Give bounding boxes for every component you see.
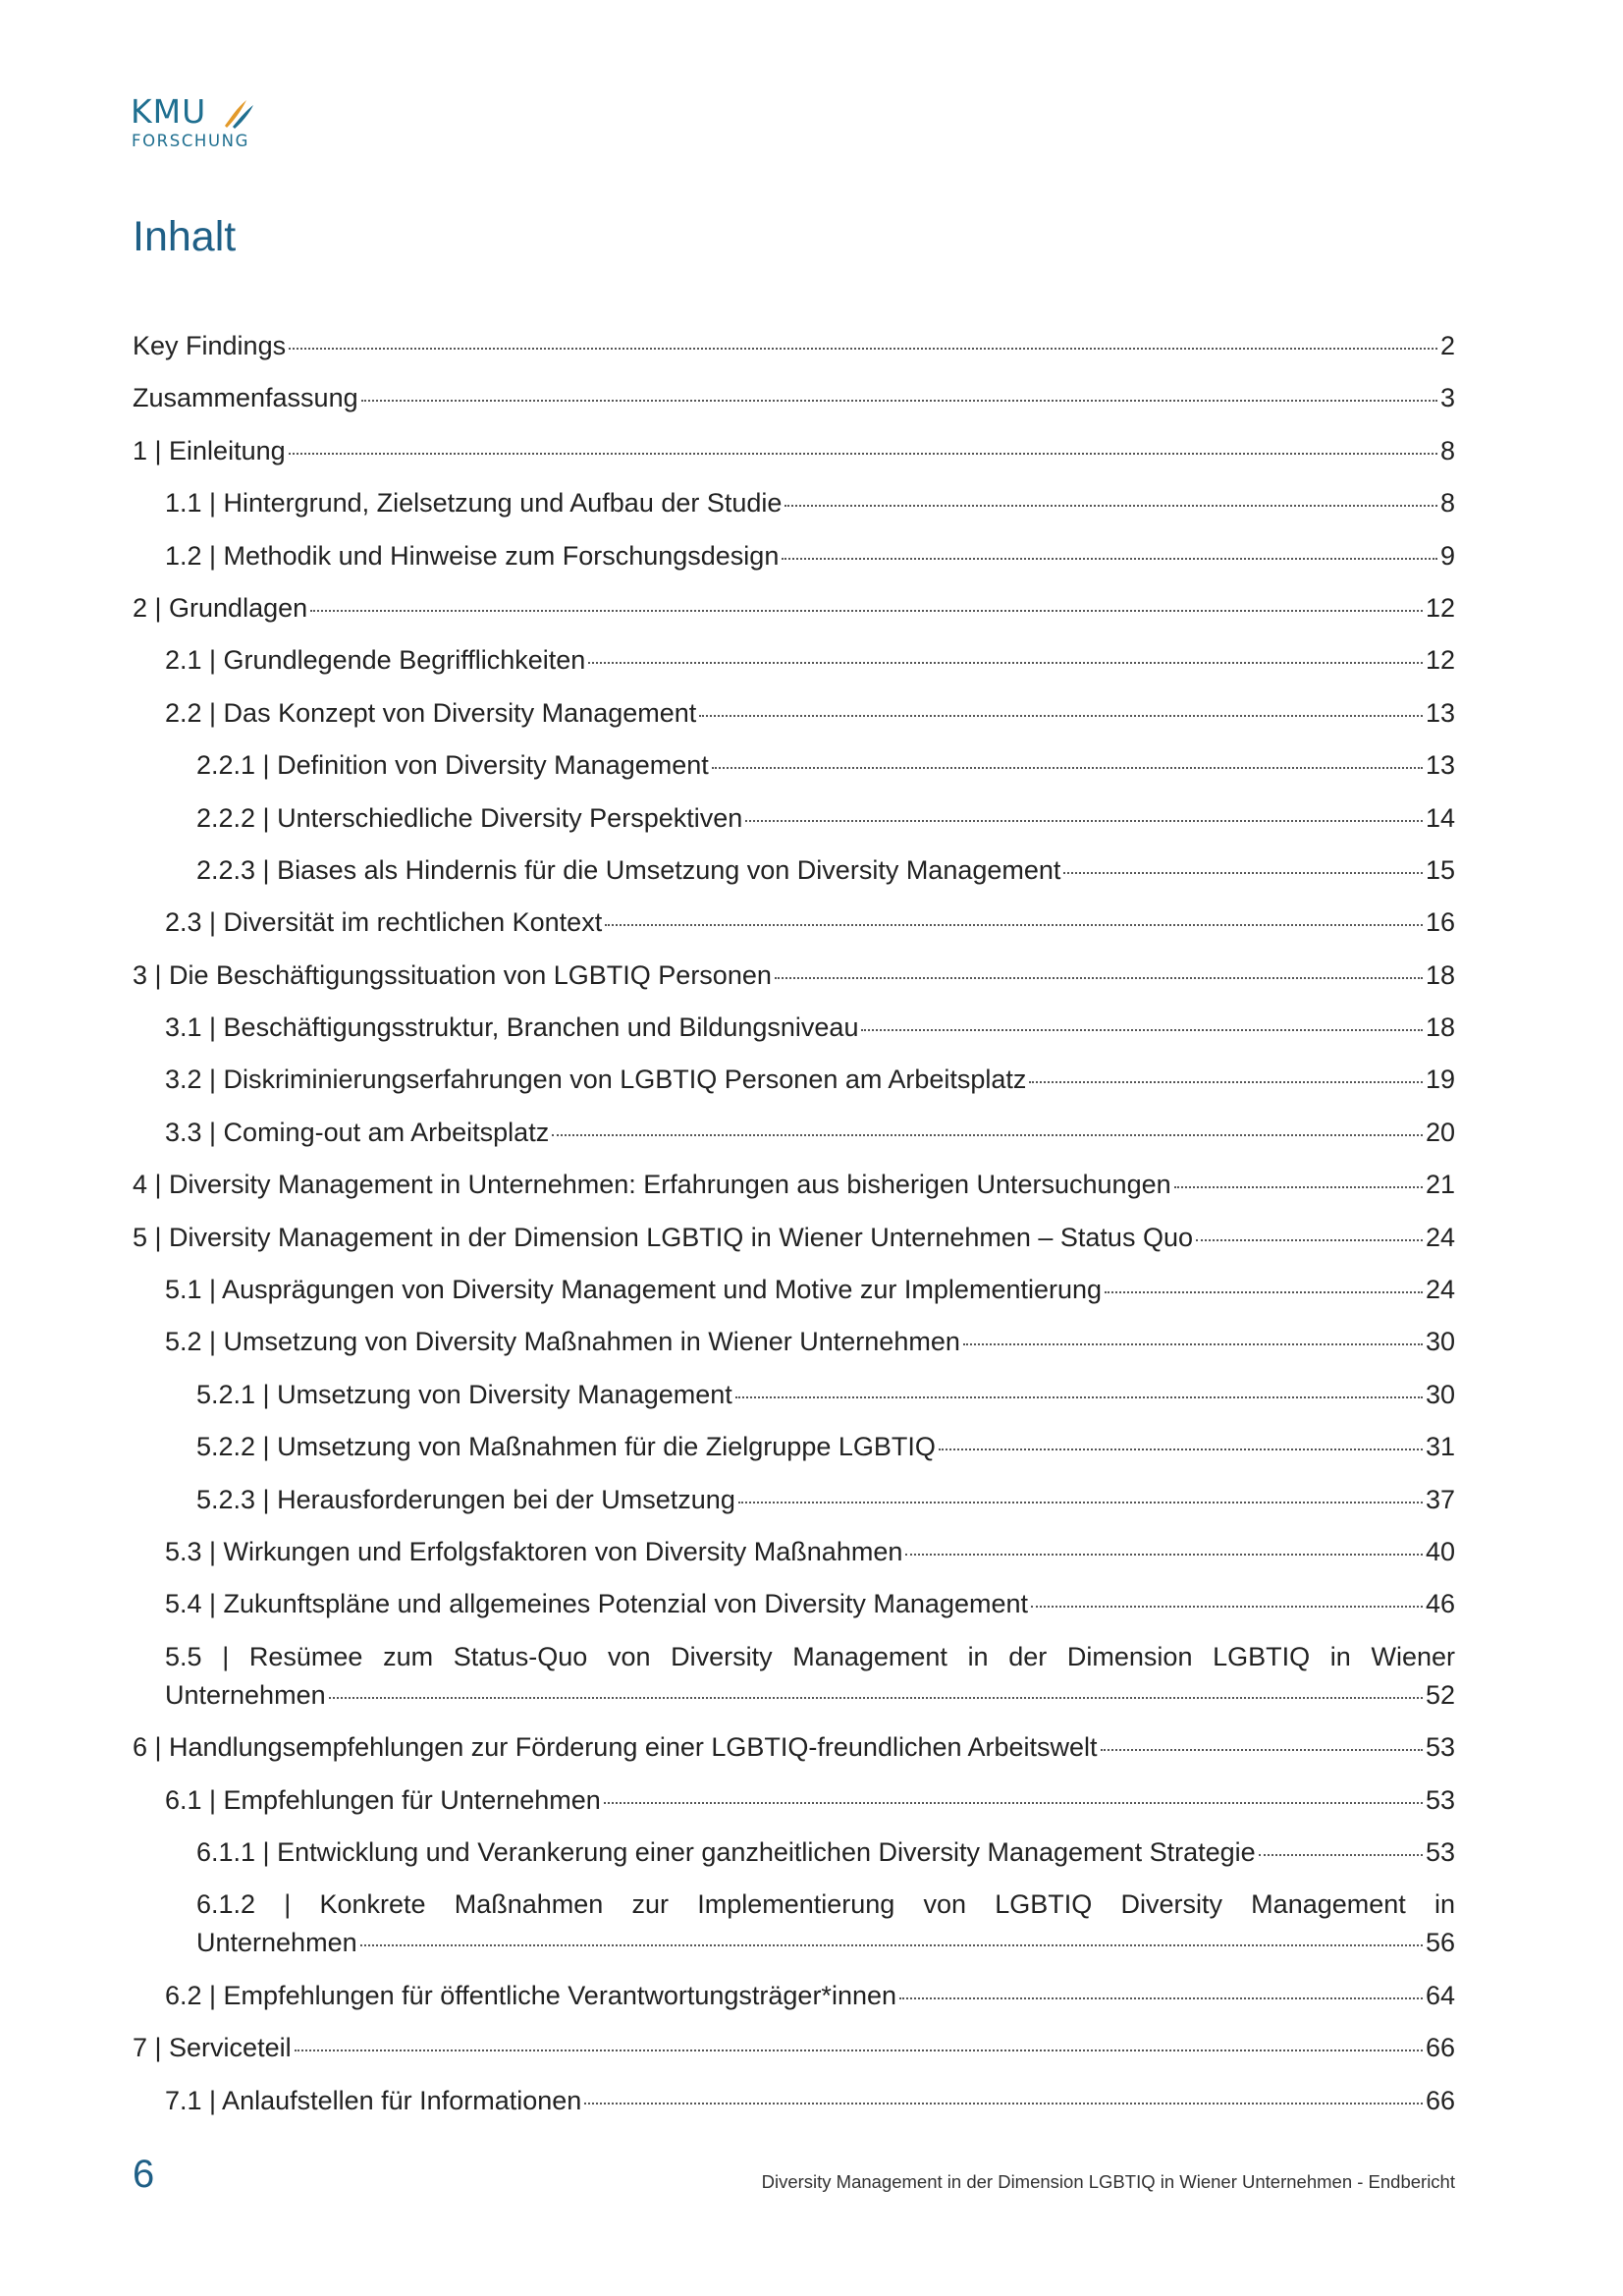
toc-entry-label: 5.2.2 | Umsetzung von Maßnahmen für die Zielgruppe LGBTIQ <box>196 1432 936 1462</box>
toc-dot-leader <box>784 505 1437 507</box>
toc-entry-page: 53 <box>1425 1836 1455 1867</box>
toc-entry-label: 3.3 | Coming-out am Arbeitsplatz <box>165 1117 550 1147</box>
toc-dot-leader <box>699 715 1423 717</box>
toc-entry-label: 2.2.2 | Unterschiedliche Diversity Perspektiven <box>196 802 743 833</box>
toc-entry-page: 53 <box>1425 1784 1455 1815</box>
toc-dot-leader <box>361 400 1437 402</box>
toc-dot-leader <box>1031 1606 1423 1608</box>
page-number: 6 <box>133 2153 155 2196</box>
toc-entry-label: 5.4 | Zukunftspläne und allgemeines Potenzial von Diversity Management <box>165 1589 1029 1619</box>
toc-entry[interactable] <box>133 1323 1455 1361</box>
toc-entry-label: Key Findings <box>133 331 287 360</box>
toc-entry-label: 2.2 | Das Konzept von Diversity Management <box>165 697 697 728</box>
toc-entry-label: 5.2.1 | Umsetzung von Diversity Management <box>196 1379 732 1409</box>
toc-entry-label: 6.1 | Empfehlungen für Unternehmen <box>165 1784 601 1815</box>
toc-dot-leader <box>861 1029 1422 1031</box>
toc-entry-label: 6 | Handlungsempfehlungen zur Förderung einer LGBTIQ-freundlichen Arbeitswelt <box>133 1732 1098 1763</box>
toc-dot-leader <box>295 2050 1423 2051</box>
toc-entry[interactable] <box>133 903 1455 942</box>
toc-entry-label-line1: 5.5 | Resümee zum Status-Quo von Diversity Management in der Dimension LGBTIQ in Wiener <box>165 1641 1455 1671</box>
toc-dot-leader <box>963 1343 1423 1345</box>
toc-entry-page: 46 <box>1425 1589 1455 1619</box>
toc-dot-leader <box>782 558 1437 560</box>
toc-entry-page: 18 <box>1425 1012 1455 1043</box>
toc-dot-leader <box>605 924 1423 926</box>
toc-entry[interactable] <box>133 2082 1455 2120</box>
toc-dot-leader <box>1105 1291 1423 1293</box>
toc-entry-label-line2: Unternehmen <box>196 1928 357 1958</box>
toc-entry-page: 3 <box>1439 383 1455 413</box>
toc-entry-label: 1.1 | Hintergrund, Zielsetzung und Aufbau der Studie <box>165 488 783 519</box>
toc-entry[interactable] <box>133 327 1455 365</box>
toc-entry[interactable] <box>133 641 1455 680</box>
toc-entry-page: 8 <box>1439 435 1455 465</box>
toc-entry-label: 5.3 | Wirkungen und Erfolgsfaktoren von Diversity Maßnahmen <box>165 1536 903 1566</box>
toc-entry-label: 3.2 | Diskriminierungserfahrungen von LGBTIQ Personen am Arbeitsplatz <box>165 1065 1027 1095</box>
toc-entry-page: 56 <box>1425 1928 1455 1958</box>
toc-entry-label: 1.2 | Methodik und Hinweise zum Forschungsdesign <box>165 540 780 571</box>
toc-entry-page: 9 <box>1439 540 1455 571</box>
toc-entry-page: 66 <box>1425 2033 1455 2063</box>
toc-entry-label: 5.2.3 | Herausforderungen bei der Umsetzung <box>196 1484 735 1514</box>
toc-entry[interactable] <box>133 746 1455 785</box>
toc-dot-leader <box>1174 1186 1423 1188</box>
toc-entry[interactable] <box>133 1271 1455 1309</box>
toc-entry-page: 53 <box>1425 1732 1455 1763</box>
toc-entry-page: 20 <box>1425 1117 1455 1147</box>
toc-dot-leader <box>310 610 1423 612</box>
toc-entry[interactable] <box>133 694 1455 733</box>
toc-entry[interactable] <box>133 1481 1455 1519</box>
leaf-swoosh-icon <box>217 96 256 130</box>
toc-entry-label: 5.2 | Umsetzung von Diversity Maßnahmen in Wiener Unternehmen <box>165 1327 960 1357</box>
toc-entry-page: 13 <box>1425 697 1455 728</box>
toc-dot-leader <box>588 662 1423 664</box>
toc-entry[interactable] <box>133 957 1455 995</box>
toc-entry-label: 2.1 | Grundlegende Begrifflichkeiten <box>165 645 586 676</box>
toc-dot-leader <box>584 2103 1423 2105</box>
toc-dot-leader <box>289 348 1437 350</box>
toc-entry-page: 24 <box>1425 1275 1455 1305</box>
toc-entry-page: 64 <box>1425 1980 1455 2010</box>
toc-dot-leader <box>329 1697 1423 1699</box>
toc-dot-leader <box>712 767 1423 769</box>
toc-entry[interactable] <box>133 1638 1455 1715</box>
footer-report-title: Diversity Management in der Dimension LGBTIQ in Wiener Unternehmen - Endbericht <box>761 2171 1455 2192</box>
toc-dot-leader <box>604 1802 1423 1804</box>
toc-dot-leader <box>745 820 1423 822</box>
toc-dot-leader <box>360 1944 1423 1946</box>
toc-entry-label: 2.2.3 | Biases als Hindernis für die Umsetzung von Diversity Management <box>196 854 1061 885</box>
toc-entry-page: 30 <box>1425 1327 1455 1357</box>
toc-entry[interactable] <box>133 1728 1455 1767</box>
toc-entry-page: 30 <box>1425 1379 1455 1409</box>
toc-entry-page: 12 <box>1425 592 1455 623</box>
toc-entry-page: 66 <box>1425 2085 1455 2115</box>
toc-entry-label: 4 | Diversity Management in Unternehmen: Erfahrungen aus bisherigen Untersuchungen <box>133 1170 1171 1200</box>
toc-dot-leader <box>899 1997 1423 1999</box>
toc-entry-page: 18 <box>1425 959 1455 990</box>
toc-entry-label: 5.1 | Ausprägungen von Diversity Management und Motive zur Implementierung <box>165 1275 1103 1305</box>
toc-entry[interactable] <box>133 1009 1455 1047</box>
toc-entry[interactable] <box>133 799 1455 838</box>
toc-entry-label: 5 | Diversity Management in der Dimension LGBTIQ in Wiener Unternehmen – Status Quo <box>133 1222 1193 1252</box>
toc-entry-page: 24 <box>1425 1222 1455 1252</box>
toc-entry-page: 19 <box>1425 1065 1455 1095</box>
toc-entry-page: 16 <box>1425 907 1455 938</box>
toc-entry-label: 7.1 | Anlaufstellen für Informationen <box>165 2085 582 2115</box>
toc-entry[interactable] <box>133 1166 1455 1204</box>
toc-entry-page: 13 <box>1425 750 1455 781</box>
toc-entry[interactable] <box>133 1376 1455 1414</box>
toc-entry[interactable] <box>133 484 1455 522</box>
toc-dot-leader <box>738 1502 1423 1503</box>
toc-entry-page: 14 <box>1425 802 1455 833</box>
toc-dot-leader <box>905 1554 1423 1556</box>
logo-wordmark-forschung: FORSCHUNG <box>132 132 249 150</box>
toc-entry[interactable] <box>133 1219 1455 1257</box>
toc-entry-label: Zusammenfassung <box>133 383 358 413</box>
toc-entry-page: 15 <box>1425 854 1455 885</box>
toc-entry[interactable] <box>133 851 1455 890</box>
toc-entry[interactable] <box>133 589 1455 628</box>
toc-entry[interactable] <box>133 1533 1455 1571</box>
toc-entry[interactable] <box>133 2029 1455 2067</box>
toc-entry-page: 52 <box>1425 1679 1455 1710</box>
page-title: Inhalt <box>133 213 237 260</box>
toc-entry[interactable] <box>133 1428 1455 1466</box>
toc-entry-page: 40 <box>1425 1536 1455 1566</box>
toc-dot-leader <box>1101 1749 1423 1751</box>
toc-dot-leader <box>552 1134 1423 1136</box>
toc-entry[interactable] <box>133 1977 1455 2015</box>
toc-entry[interactable] <box>133 1781 1455 1820</box>
toc-entry-page: 37 <box>1425 1484 1455 1514</box>
toc-entry-label: 3 | Die Beschäftigungssituation von LGBTIQ Personen <box>133 959 772 990</box>
toc-entry[interactable] <box>133 379 1455 417</box>
toc-entry[interactable] <box>133 537 1455 575</box>
logo-wordmark-kmu: KMU <box>131 92 207 131</box>
toc-entry[interactable] <box>133 1114 1455 1152</box>
toc-entry[interactable] <box>133 1585 1455 1623</box>
toc-entry-page: 2 <box>1439 331 1455 360</box>
kmu-forschung-logo <box>131 94 258 157</box>
toc-entry-label: 2.3 | Diversität im rechtlichen Kontext <box>165 907 603 938</box>
toc-entry-label: 2.2.1 | Definition von Diversity Management <box>196 750 709 781</box>
toc-entry-label: 6.2 | Empfehlungen für öffentliche Verantwortungsträger*innen <box>165 1980 897 2010</box>
toc-dot-leader <box>1196 1239 1423 1241</box>
toc-entry-label-line1: 6.1.2 | Konkrete Maßnahmen zur Implementierung von LGBTIQ Diversity Management in <box>196 1889 1455 1920</box>
toc-entry-page: 21 <box>1425 1170 1455 1200</box>
table-of-contents <box>133 327 1455 2134</box>
toc-dot-leader <box>1063 872 1423 874</box>
toc-dot-leader <box>775 977 1423 979</box>
toc-entry-label: 1 | Einleitung <box>133 435 286 465</box>
toc-entry-label: 3.1 | Beschäftigungsstruktur, Branchen und Bildungsniveau <box>165 1012 859 1043</box>
toc-entry-label: 2 | Grundlagen <box>133 592 308 623</box>
toc-entry[interactable] <box>133 1061 1455 1099</box>
toc-entry-page: 8 <box>1439 488 1455 519</box>
toc-entry-label-line2: Unternehmen <box>165 1679 326 1710</box>
toc-dot-leader <box>735 1396 1423 1398</box>
toc-entry[interactable] <box>133 1886 1455 1962</box>
toc-entry-page: 12 <box>1425 645 1455 676</box>
toc-dot-leader <box>289 453 1437 455</box>
toc-dot-leader <box>1259 1854 1423 1856</box>
toc-dot-leader <box>1029 1081 1423 1083</box>
toc-entry-label: 6.1.1 | Entwicklung und Verankerung einer ganzheitlichen Diversity Management Strategie <box>196 1836 1256 1867</box>
toc-entry-page: 31 <box>1425 1432 1455 1462</box>
toc-entry[interactable] <box>133 432 1455 470</box>
toc-entry-label: 7 | Serviceteil <box>133 2033 292 2063</box>
toc-dot-leader <box>939 1449 1423 1450</box>
toc-entry[interactable] <box>133 1833 1455 1872</box>
